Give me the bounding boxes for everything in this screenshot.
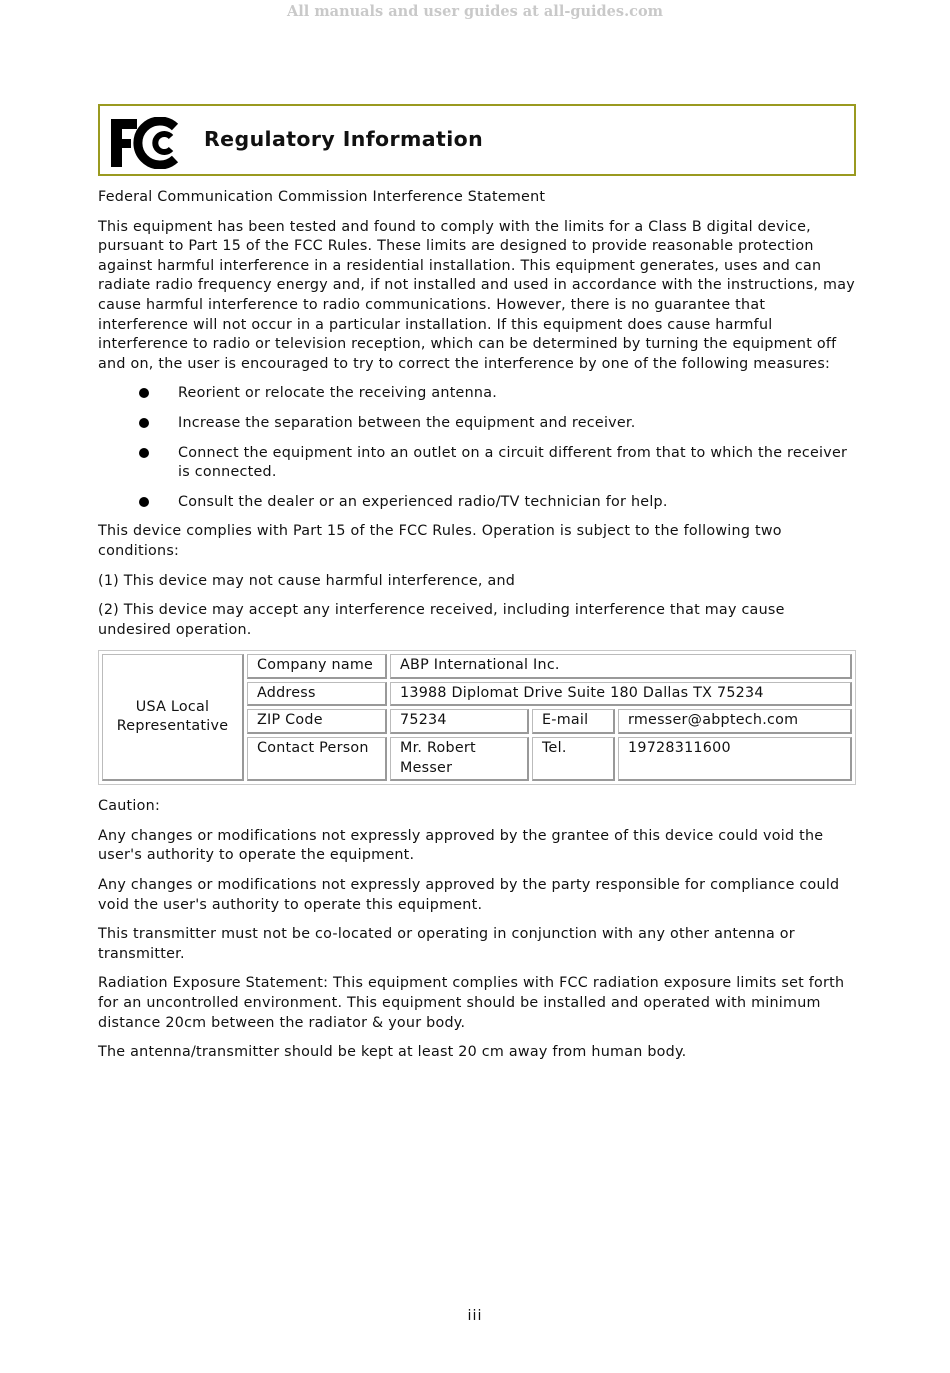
zip-label: ZIP Code: [247, 709, 387, 734]
address-value: 13988 Diplomat Drive Suite 180 Dallas TX 75234: [390, 682, 852, 707]
zip-value: 75234: [390, 709, 529, 734]
list-item: [98, 414, 856, 434]
company-label: Company name: [247, 654, 387, 679]
page-title: Regulatory Information: [204, 127, 484, 151]
caution-paragraph-2: Any changes or modifications not expressly approved by the party responsible for compliance could void the user's authority to operate this equipment.: [98, 877, 840, 913]
bullet-icon: [139, 448, 149, 458]
intro-paragraph: This equipment has been tested and found to comply with the limits for a Class B digital device, pursuant to Part 15 of the FCC Rules. These limits are designed to provide reasonable protection against harmful interference in a residential installation. This equipment generates, uses and can radiate radio frequency energy and, if not installed and used in accordance with the instructions, may cause harmful interference to radio communications. However, there is no guarantee that interference will not occur in a particular installation. If this equipment does cause harmful interference to radio or television reception, which can be determined by turning the equipment off and on, the user is encouraged to try to correct the interference by one of the following measures:: [98, 218, 855, 372]
condition-1: (1) This device may not cause harmful interference, and: [98, 572, 516, 589]
radiation-statement: Radiation Exposure Statement: This equipment complies with FCC radiation exposure limits set forth for an uncontrolled environment. This equipment should be installed and operated with minimum distance 20cm between the radiator & your body.: [98, 975, 845, 1031]
representative-table: [98, 650, 856, 785]
email-label: E-mail: [532, 709, 615, 734]
tel-value: 19728311600: [618, 737, 852, 781]
list-item-text: Reorient or relocate the receiving antenna.: [178, 385, 498, 402]
tel-label: Tel.: [532, 737, 615, 781]
compliance-paragraph: This device complies with Part 15 of the FCC Rules. Operation is subject to the following two conditions:: [98, 523, 782, 559]
list-item-text: Increase the separation between the equipment and receiver.: [178, 414, 636, 431]
list-item-text: Connect the equipment into an outlet on a circuit different from that to which the receiver is connected.: [178, 444, 848, 481]
page-number: iii: [467, 1308, 483, 1324]
measures-list: [98, 384, 856, 512]
antenna-note: The antenna/transmitter should be kept at least 20 cm away from human body.: [98, 1044, 687, 1061]
company-value: ABP International Inc.: [390, 654, 852, 679]
list-item: [98, 384, 856, 404]
watermark-text: All manuals and user guides at all-guides.com: [287, 3, 663, 20]
bullet-icon: [139, 497, 149, 507]
bullet-icon: [139, 418, 149, 428]
email-value: rmesser@abptech.com: [618, 709, 852, 734]
list-item: [98, 444, 856, 483]
contact-value: Mr. Robert Messer: [390, 737, 529, 781]
statement-title: Federal Communication Commission Interference Statement: [98, 189, 546, 205]
representative-label: USA Local Representative: [102, 654, 244, 781]
address-label: Address: [247, 682, 387, 707]
contact-label: Contact Person: [247, 737, 387, 781]
list-item-text: Consult the dealer or an experienced radio/TV technician for help.: [178, 493, 668, 510]
bullet-icon: [139, 388, 149, 398]
table-row: [102, 654, 852, 679]
condition-2: (2) This device may accept any interference received, including interference that may cause undesired operation.: [98, 602, 785, 638]
list-item: [98, 493, 856, 513]
regulatory-header: [98, 104, 856, 176]
caution-title: Caution:: [98, 798, 161, 815]
fcc-logo-icon: [109, 117, 183, 169]
caution-paragraph-1: Any changes or modifications not expressly approved by the grantee of this device could void the user's authority to operate the equipment.: [98, 827, 824, 864]
caution-paragraph-3: This transmitter must not be co-located or operating in conjunction with any other antenna or transmitter.: [98, 926, 795, 962]
document-body: [98, 104, 856, 1073]
